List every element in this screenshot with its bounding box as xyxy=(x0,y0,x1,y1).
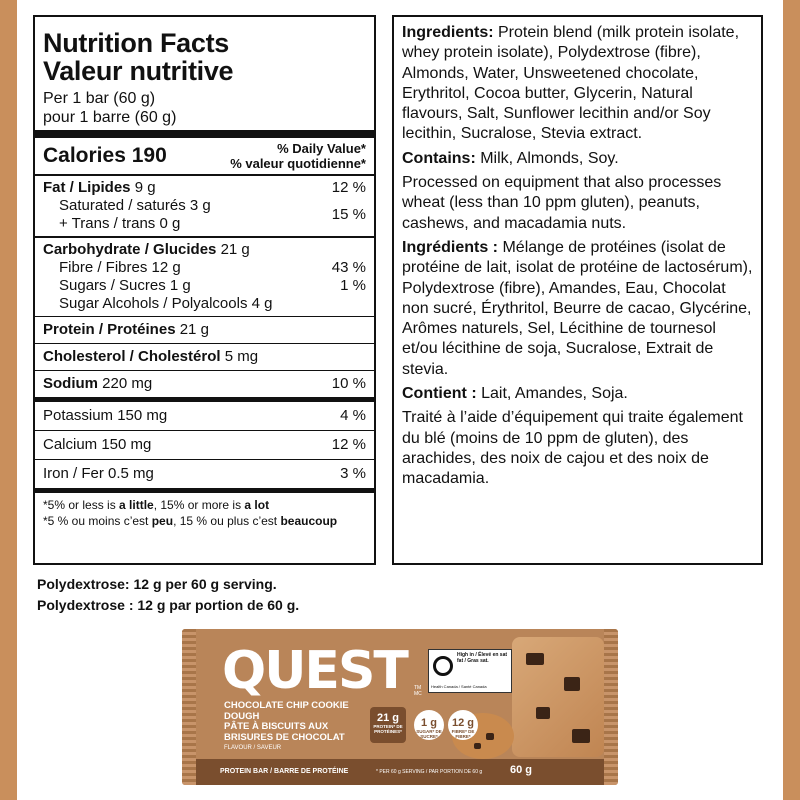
nutrient-dv: 12 % xyxy=(331,179,366,196)
product-type-label: PROTEIN BAR / BARRE DE PROTÉINE xyxy=(220,768,349,775)
fat-block xyxy=(43,176,366,236)
nutrient-label: Cholesterol / Cholestérol xyxy=(43,348,221,365)
chocolate-chip xyxy=(486,733,494,740)
daily-value-header xyxy=(230,141,366,171)
nutrient-dv: 4 % xyxy=(340,407,366,424)
nutrient-dv: 3 % xyxy=(340,465,366,482)
ingredients-fr xyxy=(402,238,753,380)
calories-label: Calories xyxy=(43,144,126,167)
flavour-fr: PÂTE À BISCUITS AUX BRISURES DE CHOCOLAT xyxy=(224,721,345,743)
nutrient-label: Calcium 150 mg xyxy=(43,436,152,453)
footnote-fr xyxy=(43,513,366,529)
contains-label-en: Contains: xyxy=(402,149,476,167)
flavour-en: CHOCOLATE CHIP COOKIE DOUGH xyxy=(224,700,349,722)
nutrient-label: + Trans / trans 0 g xyxy=(59,215,181,232)
footnote-text: , 15 % ou plus c’est xyxy=(173,514,281,528)
serving-note: * PER 60 g SERVING / PAR PORTION DE 60 g xyxy=(376,769,483,775)
nutrient-dv: 10 % xyxy=(331,375,366,392)
flavour-word: FLAVOUR / SAVEUR xyxy=(224,745,282,751)
footnote-bold: peu xyxy=(151,514,174,528)
footnote-bold: a lot xyxy=(244,498,270,512)
product-package-image xyxy=(182,629,618,785)
polydextrose-note-fr: Polydextrose : 12 g par portion de 60 g. xyxy=(37,597,300,613)
nutrition-title-fr: Valeur nutritive xyxy=(43,56,234,86)
nutrient-label: Sugars / Sucres 1 g xyxy=(59,277,191,294)
nutrient-dv: 43 % xyxy=(331,259,366,276)
high-in-text: High in / Élevé en sat fat / Gras sat. xyxy=(457,652,508,664)
ingredients-en xyxy=(402,23,753,145)
nutrient-label: Sodium xyxy=(43,375,98,392)
nutrient-label: Sugar Alcohols / Polyalcools 4 g xyxy=(59,295,273,312)
flavour-name xyxy=(224,701,364,754)
trademark: TM MC xyxy=(414,685,422,697)
chocolate-chunk xyxy=(526,653,544,665)
chocolate-chunk xyxy=(564,677,580,691)
nutrition-title-en: Nutrition Facts xyxy=(43,28,230,58)
contains-text-en: Milk, Almonds, Soy. xyxy=(475,149,619,167)
contains-en xyxy=(402,149,753,169)
nutrient-amount: 21 g xyxy=(220,241,250,258)
nutrient-label: Potassium 150 mg xyxy=(43,407,168,424)
nutrient-label: Saturated / saturés 3 g xyxy=(59,197,211,214)
nutrient-row xyxy=(43,179,366,197)
ingredients-text-en: Protein blend (milk protein isolate, whey protein isolate), Polydextrose (fibre), Almonds, Water, Unsweetened chocolate, Erythritol, Cocoa butter, Glycerin, Natural flavours, Salt, Sunflower lecithin and/or Soy lecithin, Sucralose, Stevia extract. xyxy=(402,24,740,143)
nutrient-amount: 5 mg xyxy=(224,348,259,365)
nutrient-label: Protein / Protéines xyxy=(43,321,176,338)
health-canada-label xyxy=(428,649,512,693)
calories-row xyxy=(43,144,167,167)
contains-fr xyxy=(402,384,753,404)
serving-size-en: Per 1 bar (60 g) xyxy=(43,90,156,107)
nutrient-dv: 15 % xyxy=(331,206,366,223)
calories-value: 190 xyxy=(131,144,167,167)
protein-amount: 21 g xyxy=(376,712,399,724)
ingredients-panel xyxy=(392,15,763,565)
carbohydrate-block xyxy=(43,238,366,316)
footnote-text: *5% or less is xyxy=(43,498,120,512)
health-canada-text: Health Canada / Santé Canada xyxy=(431,684,487,689)
fibre-amount: 12 g xyxy=(451,717,474,729)
nutrient-dv: 1 % xyxy=(340,277,366,294)
nutrient-dv: 12 % xyxy=(331,436,366,453)
sugar-badge xyxy=(414,710,444,740)
brand-logo: QUEST xyxy=(222,641,407,701)
processed-note-fr: Traité à l’aide d’équipement qui traite également du blé (moins de 10 ppm de gluten), des arachides, des noix de cajou et des noix de macadamia. xyxy=(402,409,743,488)
thick-divider xyxy=(35,130,374,138)
nutrient-amount: 220 mg xyxy=(102,375,153,392)
protein-label: PROTEIN* DE PROTÉINES* xyxy=(373,724,403,734)
net-weight: 60 g xyxy=(509,764,532,776)
footnote-bold: a little xyxy=(119,498,154,512)
nutrient-amount: 9 g xyxy=(134,179,156,196)
nutrient-amount: 21 g xyxy=(179,321,209,338)
footnote-text: , 15% or more is xyxy=(153,498,245,512)
chocolate-chunk xyxy=(572,729,590,743)
wrapper-crimp-right xyxy=(604,629,618,785)
chocolate-chip xyxy=(474,743,481,749)
package-bottom-strip xyxy=(196,759,604,785)
sugar-label: SUGAR* DE SUCRE* xyxy=(416,729,442,739)
ingredients-text-fr: Mélange de protéines (isolat de protéine de lait, isolat de protéine de lactosérum), Polydextrose (fibre), Amandes, Eau, Chocolat non sucré, Érythritol, Beurre de cacao, Glycérine, Arômes naturels, Sel, Lécithine de tournesol et/ou lécithine de soja, Sucralose, Extrait de stevia. xyxy=(402,238,753,378)
footnote-bold: beaucoup xyxy=(280,514,338,528)
sugar-amount: 1 g xyxy=(421,717,437,729)
ingredients-label-en: Ingredients: xyxy=(402,24,494,41)
nutrient-label: Carbohydrate / Glucides xyxy=(43,241,217,258)
protein-bar-image xyxy=(512,637,604,757)
nutrient-label: Iron / Fer 0.5 mg xyxy=(43,465,154,482)
serving-size-fr: pour 1 barre (60 g) xyxy=(43,109,177,126)
footnote-en xyxy=(43,497,366,513)
fibre-badge xyxy=(448,710,478,740)
nutrition-facts-table xyxy=(33,15,376,565)
polydextrose-note-en: Polydextrose: 12 g per 60 g serving. xyxy=(37,576,277,592)
processed-note-en: Processed on equipment that also processes wheat (less than 10 ppm gluten), peanuts, cashews, and macadamia nuts. xyxy=(402,174,722,232)
chocolate-chunk xyxy=(536,707,550,719)
nutrient-label: Fibre / Fibres 12 g xyxy=(59,259,181,276)
nutrient-label: Fat / Lipides xyxy=(43,179,131,196)
wrapper-crimp-left xyxy=(182,629,196,785)
footnote-text: *5 % ou moins c’est xyxy=(43,514,152,528)
protein-badge xyxy=(370,707,406,743)
fibre-label: FIBRE* DE FIBRE* xyxy=(451,729,475,739)
contains-label-fr: Contient : xyxy=(402,385,477,403)
dv-header-en: % Daily Value* xyxy=(277,141,366,156)
dv-header-fr: % valeur quotidienne* xyxy=(230,156,366,171)
magnifying-glass-icon xyxy=(433,656,453,676)
thick-divider xyxy=(35,488,374,493)
contains-text-fr: Lait, Amandes, Soja. xyxy=(476,385,628,403)
ingredients-label-fr: Ingrédients : xyxy=(402,238,499,256)
